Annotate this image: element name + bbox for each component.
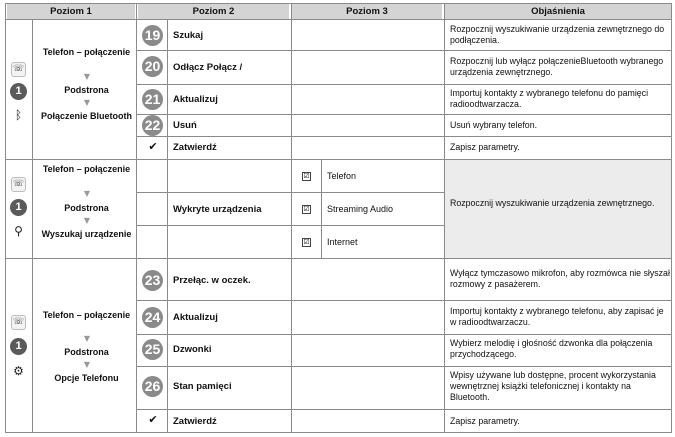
explanation-text: Rozpocznij wyszukiwanie urządzenia zewnętrznego. — [450, 198, 655, 208]
nav-telefon-polaczenie: Telefon – połączenie — [42, 310, 131, 320]
menu-item-stan-pamieci[interactable]: Stan pamięci — [173, 381, 232, 392]
header-objasnienia: Objaśnienia — [445, 4, 671, 19]
arrow-down-icon: ▼ — [83, 216, 91, 225]
nav-opcje-telefonu: Opcje Telefonu — [54, 373, 119, 383]
arrow-down-icon: ▼ — [83, 72, 91, 81]
arrow-down-icon: ▼ — [83, 334, 91, 343]
explanation-text: Wybierz melodię i głośność dzwonka dla połączenia przychodzącego. — [450, 338, 653, 359]
checkbox-telefon[interactable]: ☑ — [303, 172, 310, 180]
option-internet[interactable]: Internet — [327, 237, 358, 247]
bluetooth-icon: ᛒ — [14, 108, 23, 122]
number-one-icon: 1 — [10, 338, 27, 355]
arrow-down-icon: ▼ — [83, 360, 91, 369]
menu-item-usun[interactable]: Usuń — [173, 120, 197, 131]
item-marker-23: 23 — [142, 270, 163, 291]
nav-podstrona: Podstrona — [64, 203, 109, 213]
checkbox-streaming-audio[interactable]: ☑ — [303, 205, 310, 213]
header-poziom-2: Poziom 2 — [138, 4, 289, 19]
menu-item-aktualizuj[interactable]: Aktualizuj — [173, 312, 218, 323]
menu-item-wykryte-urzadzenia[interactable]: Wykryte urządzenia — [173, 204, 262, 215]
nav-telefon-polaczenie: Telefon – połączenie — [42, 164, 131, 174]
arrow-down-icon: ▼ — [83, 98, 91, 107]
menu-item-aktualizuj[interactable]: Aktualizuj — [173, 94, 218, 105]
option-telefon[interactable]: Telefon — [327, 171, 357, 181]
explanation-text: Importuj kontakty z wybranego telefonu, aby zapisać je w radioodtwarzaczu. — [450, 306, 664, 327]
menu-item-dzwonki[interactable]: Dzwonki — [173, 344, 212, 355]
phone-handset-icon: ☏ — [11, 62, 26, 77]
option-streaming-audio[interactable]: Streaming Audio — [327, 204, 394, 214]
section-2-explanation-bg — [445, 160, 671, 258]
phone-handset-icon: ☏ — [11, 315, 26, 330]
menu-item-szukaj[interactable]: Szukaj — [173, 30, 204, 41]
explanation-text: Zapisz parametry. — [450, 142, 520, 152]
explanation-text: Usuń wybrany telefon. — [450, 120, 538, 130]
search-device-icon: ⚲ — [14, 224, 23, 238]
explanation-text: Rozpocznij wyszukiwanie urządzenia zewnętrznego do podłączenia. — [450, 24, 665, 45]
explanation-text: Zapisz parametry. — [450, 416, 520, 426]
nav-podstrona: Podstrona — [64, 85, 109, 95]
item-marker-24: 24 — [142, 307, 163, 328]
header-poziom-3: Poziom 3 — [292, 4, 442, 19]
nav-podstrona: Podstrona — [64, 347, 109, 357]
item-marker-22: 22 — [142, 115, 163, 136]
explanation-text: Wyłącz tymczasowo mikrofon, aby rozmówca nie słyszał rozmowy z pasażerem. — [450, 268, 670, 289]
item-marker-20: 20 — [142, 56, 163, 77]
check-icon: ✔ — [148, 140, 158, 153]
checkbox-internet[interactable]: ☑ — [303, 238, 310, 246]
header-poziom-1: Poziom 1 — [7, 4, 135, 19]
menu-item-odlacz-polacz[interactable]: Odłącz Połącz / — [173, 62, 243, 73]
phone-options-icon: ⚙ — [13, 364, 24, 378]
number-one-icon: 1 — [10, 83, 27, 100]
nav-wyszukaj-urzadzenie: Wyszukaj urządzenie — [41, 229, 132, 239]
phone-list-icon: ☏ — [11, 177, 26, 192]
menu-item-zatwierdz[interactable]: Zatwierdź — [173, 416, 217, 427]
item-marker-25: 25 — [142, 339, 163, 360]
item-marker-19: 19 — [142, 25, 163, 46]
menu-item-zatwierdz[interactable]: Zatwierdź — [173, 142, 217, 153]
check-icon: ✔ — [148, 413, 158, 426]
explanation-text: Wpisy używane lub dostępne, procent wykorzystania wewnętrznej książki telefonicznej i kontakty na Bluetooth. — [450, 370, 656, 402]
item-marker-21: 21 — [142, 89, 163, 110]
nav-telefon-polaczenie: Telefon – połączenie — [42, 47, 131, 57]
explanation-text: Rozpocznij lub wyłącz połączenieBluetooth wybranego urządzenia zewnętrznego. — [450, 56, 664, 77]
arrow-down-icon: ▼ — [83, 189, 91, 198]
explanation-text: Importuj kontakty z wybranego telefonu do pamięci radioodtwarzacza. — [450, 88, 649, 109]
number-one-icon: 1 — [10, 199, 27, 216]
nav-polaczenie-bluetooth: Połączenie Bluetooth — [40, 111, 132, 121]
item-marker-26: 26 — [142, 376, 163, 397]
menu-item-przelac-w-oczek[interactable]: Przełąc. w oczek. — [173, 275, 251, 286]
